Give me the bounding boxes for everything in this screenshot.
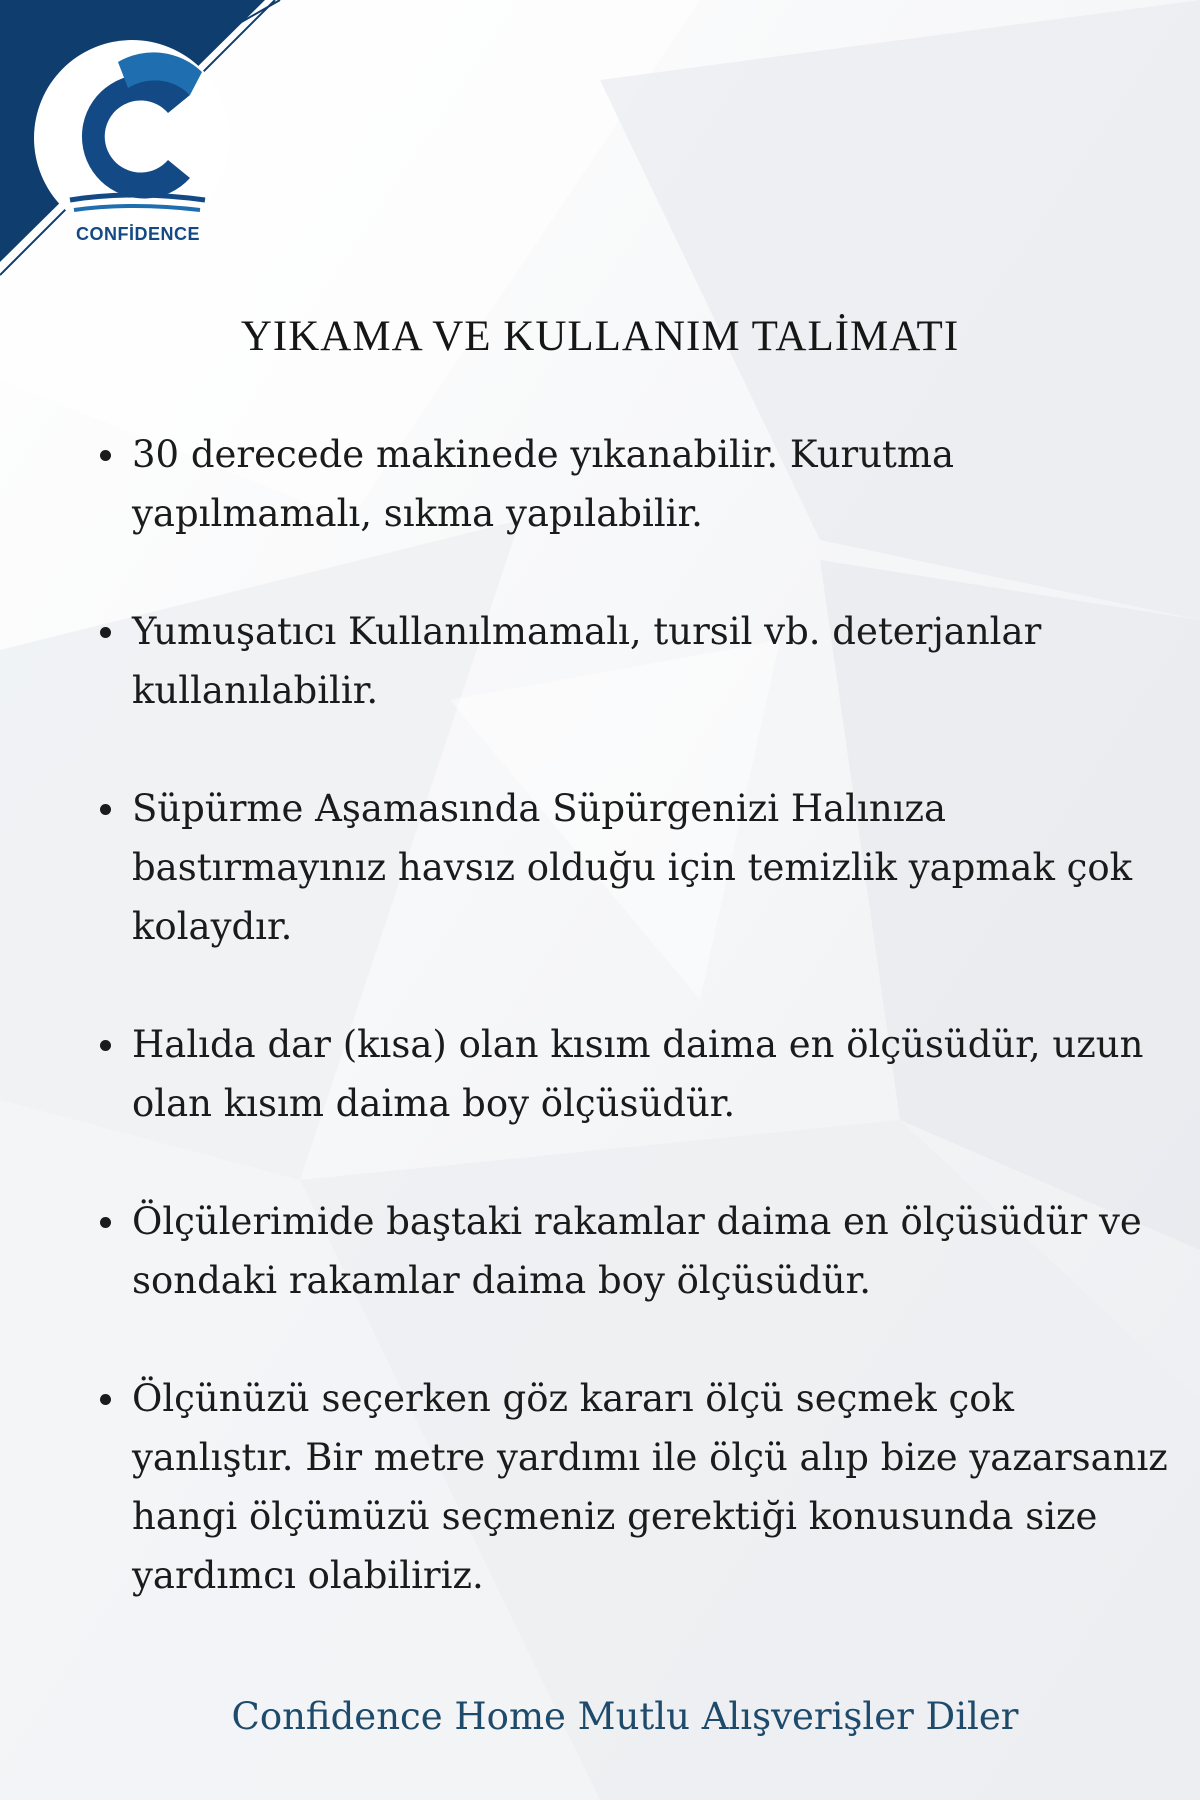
list-item: Süpürme Aşamasında Süpürgenizi Halınıza bastırmayınız havsız olduğu için temizlik yapmak çok kolaydır. [90,779,1180,956]
list-item: Ölçünüzü seçerken göz kararı ölçü seçmek çok yanlıştır. Bir metre yardımı ile ölçü alıp bize yazarsanız hangi ölçümüzü seçmeniz gerektiği konusunda size yardımcı olabiliriz. [90,1369,1180,1605]
list-item: Yumuşatıcı Kullanılmamalı, tursil vb. deterjanlar kullanılabilir. [90,602,1180,720]
bullet-icon [100,1040,111,1051]
instruction-list [90,425,1180,1605]
list-item: Halıda dar (kısa) olan kısım daima en ölçüsüdür, uzun olan kısım daima boy ölçüsüdür. [90,1015,1180,1133]
bullet-icon [100,450,111,461]
bullet-icon [100,627,111,638]
bullet-icon [100,1217,111,1228]
footer-message: Confidence Home Mutlu Alışverişler Diler [231,1695,1019,1738]
list-item: 30 derecede makinede yıkanabilir. Kurutma yapılmamalı, sıkma yapılabilir. [90,425,1180,543]
bullet-icon [100,804,111,815]
list-item: Ölçülerimide baştaki rakamlar daima en ölçüsüdür ve sondaki rakamlar daima boy ölçüsüdür. [90,1192,1180,1310]
confidence-c-logo-icon [0,0,300,300]
bullet-icon [100,1394,111,1405]
brand-logo [0,0,300,300]
brand-name: CONFİDENCE [75,224,200,244]
page-title: YIKAMA VE KULLANIM TALİMATI [240,313,960,360]
